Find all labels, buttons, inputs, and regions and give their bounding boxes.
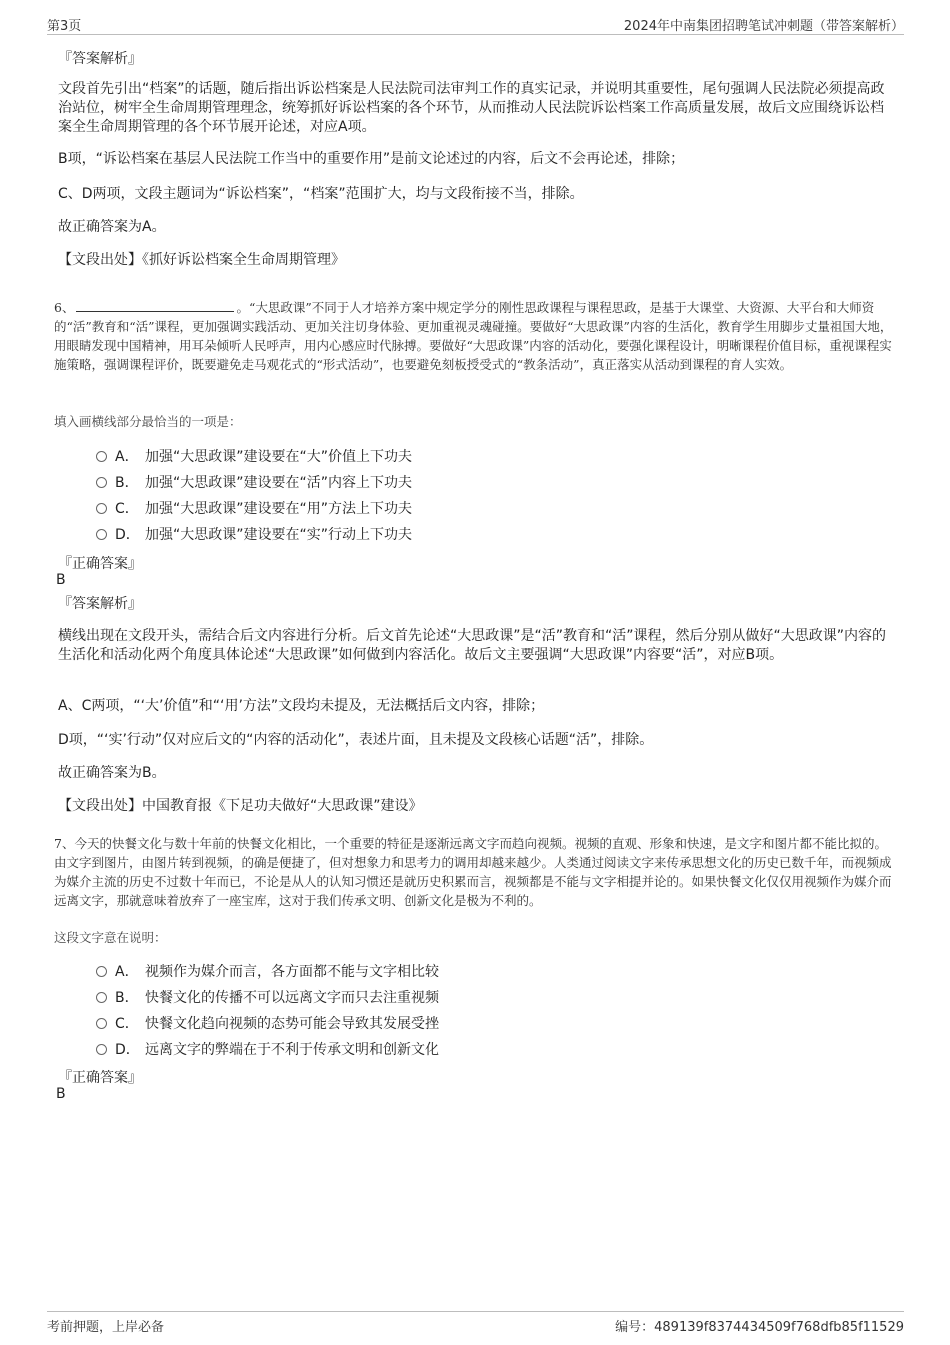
page-number: 第3页 <box>47 19 82 34</box>
option-6-c[interactable]: C． 加强“大思政课”建设要在“用”方法上下功夫 <box>96 498 412 518</box>
analysis-paragraph-6-4: 故正确答案为B。 <box>58 765 166 781</box>
option-6-a[interactable]: A． 加强“大思政课”建设要在“大”价值上下功夫 <box>96 446 412 466</box>
analysis-paragraph-5-3: C、D两项，文段主题词为“诉讼档案”，“档案”范围扩大，均与文段衔接不当，排除。 <box>58 186 584 202</box>
option-7-b[interactable]: B． 快餐文化的传播不可以远离文字而只去注重视频 <box>96 987 439 1007</box>
analysis-paragraph-5-2: B项，“诉讼档案在基层人民法院工作当中的重要作用”是前文论述过的内容，后文不会再论述，排除； <box>58 151 685 167</box>
question-7-text: 7、今天的快餐文化与数十年前的快餐文化相比，一个重要的特征是逐渐远离文字而趋向视频。视频的直观、形象和快速，是文字和图片都不能比拟的。由文字到图片，由图片转到视频，的确是便捷了，但对想象力和思考力的调用却越来越少。人类通过阅读文字来传承思想文化的历史已数千年，而视频成为媒介主流的历史不过数十年而已，不论是从人的认知习惯还是就历史积累而言，视频都是不能与文字相提并论的。如果快餐文化仅仅用视频作为媒介而远离文字，那就意味着放弃了一座宝库，这对于我们传承文明、创新文化是极为不利的。 <box>54 836 892 908</box>
document-id: 编号：489139f8374434509f768dfb85f11529 <box>615 1320 904 1335</box>
analysis-paragraph-6-2: A、C两项，“‘大’价值”和“‘用’方法”文段均未提及，无法概括后文内容，排除； <box>58 698 545 714</box>
document-title: 2024年中南集团招聘笔试冲刺题（带答案解析） <box>623 19 904 34</box>
question-6-prompt: 填入画横线部分最恰当的一项是： <box>54 414 242 429</box>
analysis-paragraph-6-1: 横线出现在文段开头，需结合后文内容进行分析。后文首先论述“大思政课”是“活”教育和“活”课程，然后分别从做好“大思政课”内容的生活化和活动化两个角度具体论述“大思政课”如何做到内容活化。故后文主要强调“大思政课”内容要“活”，对应B项。 <box>58 628 887 663</box>
radio-icon[interactable] <box>96 1018 107 1029</box>
radio-icon[interactable] <box>96 503 107 514</box>
fill-blank <box>76 301 234 312</box>
question-7-prompt: 这段文字意在说明： <box>54 930 167 945</box>
source-6: 【文段出处】中国教育报《下足功夫做好“大思政课”建设》 <box>58 798 423 814</box>
analysis-label-5: 『答案解析』 <box>58 51 142 67</box>
radio-icon[interactable] <box>96 451 107 462</box>
analysis-paragraph-5-4: 故正确答案为A。 <box>58 219 166 235</box>
footer-slogan: 考前押题，上岸必备 <box>47 1320 165 1335</box>
radio-icon[interactable] <box>96 992 107 1003</box>
question-6-body: 。“大思政课”不同于人才培养方案中规定学分的刚性思政课程与课程思政，是基于大课堂、大资源、大平台和大师资的“活”教育和“活”课程，更加强调实践活动、更加关注切身体验、更加重视灵魂碰撞。要做好“大思政课”内容的生活化，教育学生用脚步丈量祖国大地，用眼睛发现中国精神，用耳朵倾听人民呼声，用内心感应时代脉搏。要做好“大思政课”内容的活动化，要强化课程设计，明晰课程价值目标，重视课程实施策略，强调课程评价，既要避免走马观花式的“形式活动”，也要避免刻板授受式的“教条活动”，真正落实从活动到课程的育人实效。 <box>54 300 893 372</box>
source-5: 【文段出处】《抓好诉讼档案全生命周期管理》 <box>58 252 345 268</box>
analysis-paragraph-5-1: 文段首先引出“档案”的话题，随后指出诉讼档案是人民法院司法审判工作的真实记录，并说明其重要性，尾句强调人民法院必须提高政治站位，树牢全生命周期管理理念，统筹抓好诉讼档案的各个环节，从而推动人民法院诉讼档案工作高质量发展，故后文应围绕诉讼档案全生命周期管理的各个环节展开论述，对应A项。 <box>58 81 885 135</box>
analysis-label-6: 『答案解析』 <box>58 596 142 612</box>
question-6-number: 6、 <box>54 300 75 315</box>
radio-icon[interactable] <box>96 529 107 540</box>
correct-answer-6: B <box>56 572 66 588</box>
radio-icon[interactable] <box>96 1044 107 1055</box>
option-7-c[interactable]: C． 快餐文化趋向视频的态势可能会导致其发展受挫 <box>96 1013 439 1033</box>
option-6-b[interactable]: B． 加强“大思政课”建设要在“活”内容上下功夫 <box>96 472 412 492</box>
analysis-paragraph-6-3: D项，“‘实’行动”仅对应后文的“内容的活动化”，表述片面，且未提及文段核心话题“活”，排除。 <box>58 732 654 748</box>
radio-icon[interactable] <box>96 477 107 488</box>
question-6-text <box>54 298 898 374</box>
correct-answer-label-7: 『正确答案』 <box>58 1070 142 1086</box>
correct-answer-label-6: 『正确答案』 <box>58 556 142 572</box>
option-7-a[interactable]: A． 视频作为媒介而言，各方面都不能与文字相比较 <box>96 961 439 981</box>
radio-icon[interactable] <box>96 966 107 977</box>
option-6-d[interactable]: D． 加强“大思政课”建设要在“实”行动上下功夫 <box>96 524 412 544</box>
correct-answer-7: B <box>56 1086 66 1102</box>
page-footer <box>47 1311 904 1334</box>
option-7-d[interactable]: D． 远离文字的弊端在于不利于传承文明和创新文化 <box>96 1039 439 1059</box>
page-header <box>47 14 904 35</box>
